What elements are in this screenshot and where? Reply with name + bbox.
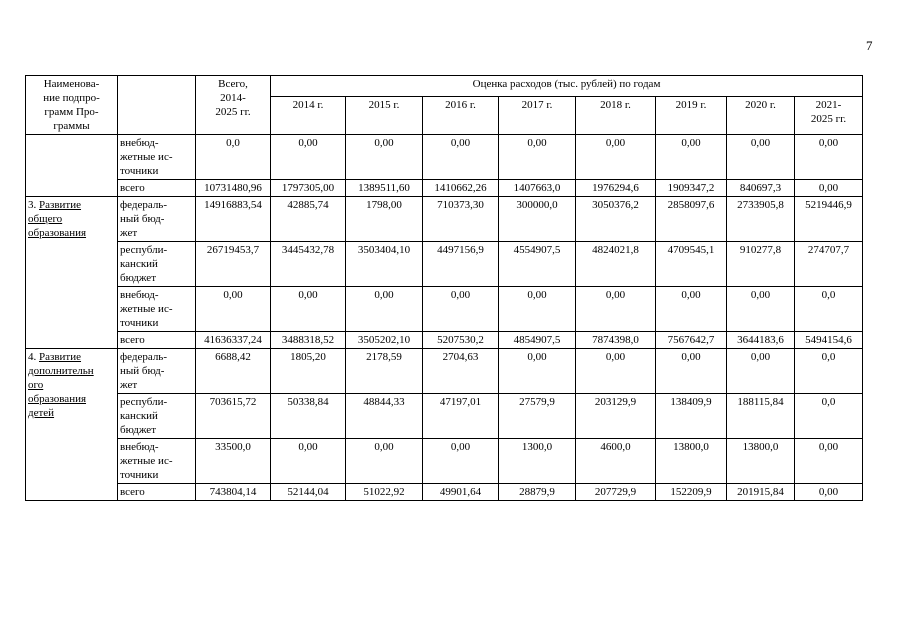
table-row [26,180,863,197]
year-value-cell: 4824021,8 [576,242,656,287]
year-value-cell: 49901,64 [423,484,499,501]
year-value-cell: 0,00 [576,287,656,332]
year-value-cell: 0,00 [576,135,656,180]
year-value-cell: 0,00 [656,135,727,180]
year-value-cell: 0,00 [271,135,346,180]
year-value-cell: 47197,01 [423,394,499,439]
year-value-cell: 0,00 [727,349,795,394]
header-row-1 [26,76,863,97]
year-value-cell: 3503404,10 [346,242,423,287]
year-value-cell: 203129,9 [576,394,656,439]
year-value-cell: 1798,00 [346,197,423,242]
table-row [26,135,863,180]
year-value-cell: 50338,84 [271,394,346,439]
total-cell: 6688,42 [196,349,271,394]
year-value-cell: 0,00 [271,439,346,484]
year-value-cell: 1797305,00 [271,180,346,197]
year-value-cell: 3050376,2 [576,197,656,242]
subprogram-name [26,135,118,197]
year-value-cell: 13800,0 [727,439,795,484]
expenditure-table [25,75,863,501]
year-value-cell: 0,00 [271,287,346,332]
year-value-cell: 7567642,7 [656,332,727,349]
funding-source: внебюд- жетные ис- точники [118,439,196,484]
year-value-cell: 0,0 [795,287,863,332]
year-value-cell: 0,00 [795,135,863,180]
year-value-cell: 2178,59 [346,349,423,394]
total-cell: 743804,14 [196,484,271,501]
header-year: 2021- 2025 гг. [795,96,863,134]
total-cell: 26719453,7 [196,242,271,287]
header-year: 2015 г. [346,96,423,134]
funding-source: внебюд- жетные ис- точники [118,135,196,180]
funding-source: всего [118,484,196,501]
year-value-cell: 3445432,78 [271,242,346,287]
year-value-cell: 0,00 [423,439,499,484]
year-value-cell: 7874398,0 [576,332,656,349]
year-value-cell: 1300,0 [499,439,576,484]
year-value-cell: 1805,20 [271,349,346,394]
year-value-cell: 3644183,6 [727,332,795,349]
table-row [26,439,863,484]
header-source [118,76,196,135]
table-row [26,332,863,349]
funding-source: федераль- ный бюд- жет [118,197,196,242]
table-row [26,197,863,242]
year-value-cell: 4600,0 [576,439,656,484]
year-value-cell: 0,00 [727,287,795,332]
year-value-cell: 138409,9 [656,394,727,439]
year-value-cell: 201915,84 [727,484,795,501]
year-value-cell: 4854907,5 [499,332,576,349]
year-value-cell: 1909347,2 [656,180,727,197]
year-value-cell: 3505202,10 [346,332,423,349]
year-value-cell: 0,00 [795,439,863,484]
subprogram-name [26,349,118,501]
year-value-cell: 2733905,8 [727,197,795,242]
funding-source: республи- канский бюджет [118,394,196,439]
header-year: 2016 г. [423,96,499,134]
year-value-cell: 42885,74 [271,197,346,242]
header-year: 2019 г. [656,96,727,134]
year-value-cell: 1976294,6 [576,180,656,197]
year-value-cell: 4554907,5 [499,242,576,287]
year-value-cell: 152209,9 [656,484,727,501]
year-value-cell: 0,0 [795,349,863,394]
year-value-cell: 1407663,0 [499,180,576,197]
subprogram-name [26,197,118,349]
year-value-cell: 910277,8 [727,242,795,287]
year-value-cell: 0,00 [346,439,423,484]
table-row [26,394,863,439]
table-body [26,135,863,501]
funding-source: всего [118,180,196,197]
header-year: 2014 г. [271,96,346,134]
total-cell: 33500,0 [196,439,271,484]
total-cell: 0,00 [196,287,271,332]
year-value-cell: 0,00 [795,180,863,197]
year-value-cell: 710373,30 [423,197,499,242]
funding-source: республи- канский бюджет [118,242,196,287]
year-value-cell: 51022,92 [346,484,423,501]
header-subprogram-name: Наименова- ние подпро- грамм Про- граммы [26,76,118,135]
year-value-cell: 274707,7 [795,242,863,287]
year-value-cell: 0,00 [656,287,727,332]
year-value-cell: 48844,33 [346,394,423,439]
year-value-cell: 0,00 [795,484,863,501]
year-value-cell: 188115,84 [727,394,795,439]
table-row [26,287,863,332]
year-value-cell: 28879,9 [499,484,576,501]
table-row [26,484,863,501]
year-value-cell: 2858097,6 [656,197,727,242]
funding-source: внебюд- жетные ис- точники [118,287,196,332]
header-year: 2020 г. [727,96,795,134]
year-value-cell: 0,00 [656,349,727,394]
header-estimate: Оценка расходов (тыс. рублей) по годам [271,76,863,97]
funding-source: федераль- ный бюд- жет [118,349,196,394]
year-value-cell: 3488318,52 [271,332,346,349]
year-value-cell: 5207530,2 [423,332,499,349]
year-value-cell: 0,00 [727,135,795,180]
header-year: 2018 г. [576,96,656,134]
total-cell: 10731480,96 [196,180,271,197]
funding-source: всего [118,332,196,349]
header-total: Всего, 2014- 2025 гг. [196,76,271,135]
year-value-cell: 13800,0 [656,439,727,484]
year-value-cell: 4709545,1 [656,242,727,287]
year-value-cell: 0,00 [499,135,576,180]
total-cell: 14916883,54 [196,197,271,242]
year-value-cell: 27579,9 [499,394,576,439]
year-value-cell: 0,00 [499,287,576,332]
year-value-cell: 207729,9 [576,484,656,501]
year-value-cell: 0,00 [346,287,423,332]
header-year: 2017 г. [499,96,576,134]
year-value-cell: 0,00 [423,287,499,332]
year-value-cell: 300000,0 [499,197,576,242]
year-value-cell: 5219446,9 [795,197,863,242]
year-value-cell: 2704,63 [423,349,499,394]
subprogram-title: Развитие общего образования [28,199,87,239]
year-value-cell: 52144,04 [271,484,346,501]
total-cell: 0,0 [196,135,271,180]
subprogram-number: 4. [28,351,39,363]
year-value-cell: 0,0 [795,394,863,439]
year-value-cell: 1410662,26 [423,180,499,197]
year-value-cell: 1389511,60 [346,180,423,197]
year-value-cell: 4497156,9 [423,242,499,287]
total-cell: 41636337,24 [196,332,271,349]
total-cell: 703615,72 [196,394,271,439]
year-value-cell: 0,00 [346,135,423,180]
year-value-cell: 0,00 [576,349,656,394]
page-number: 7 [866,38,873,53]
subprogram-title: Развитие дополнительн ого образования детей [28,351,94,419]
year-value-cell: 840697,3 [727,180,795,197]
year-value-cell: 0,00 [423,135,499,180]
table-row [26,349,863,394]
table-row [26,242,863,287]
subprogram-number: 3. [28,199,39,211]
year-value-cell: 5494154,6 [795,332,863,349]
year-value-cell: 0,00 [499,349,576,394]
